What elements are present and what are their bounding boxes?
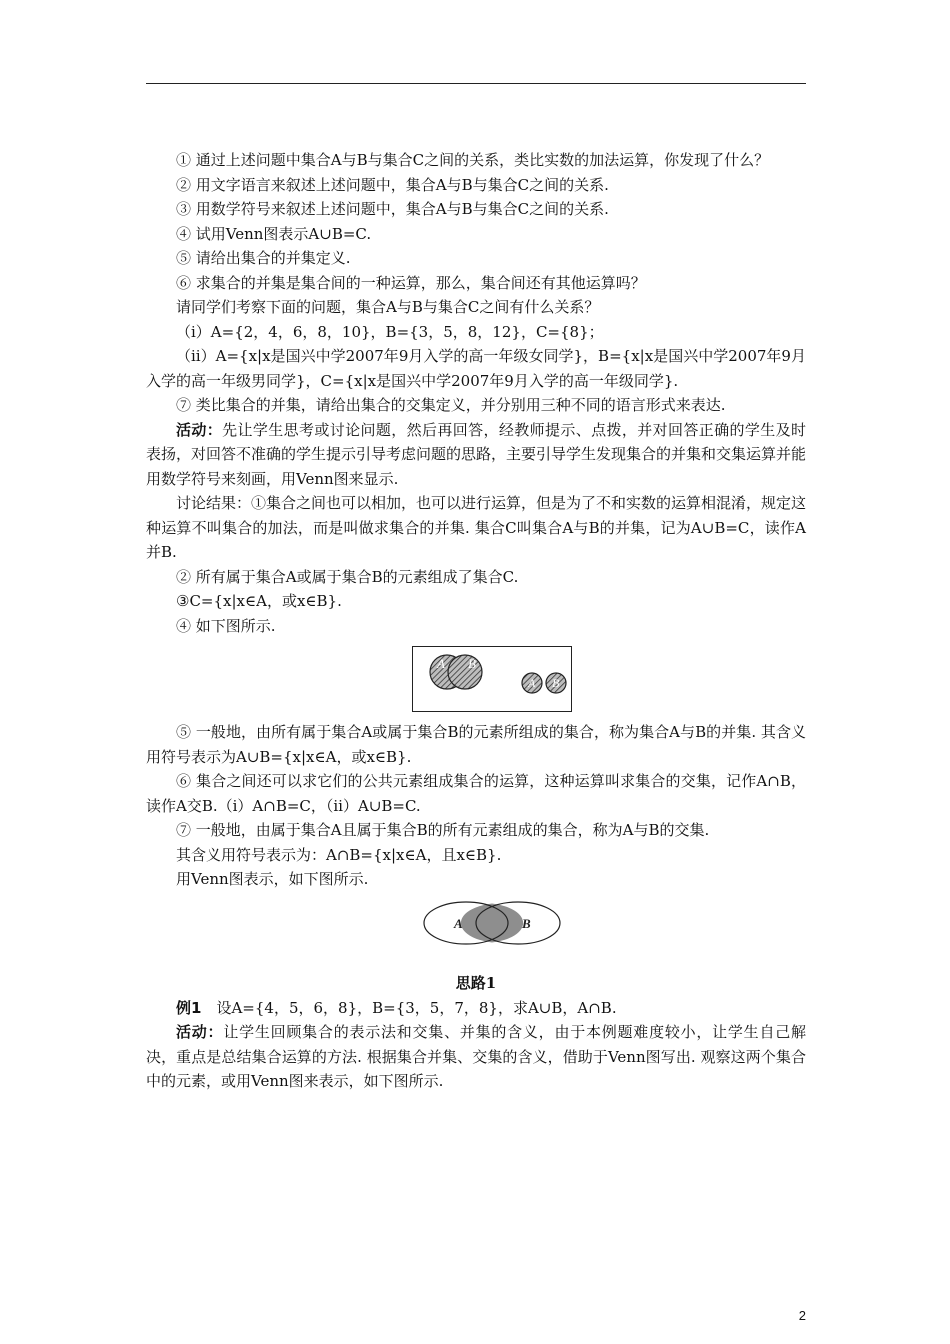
example-text: 设A={4，5，6，8}，B={3，5，7，8}，求A∪B，A∩B.	[216, 998, 617, 1017]
page-content	[146, 148, 806, 1094]
circle-a-label: A	[437, 656, 445, 671]
question-7: ⑦ 类比集合的并集，请给出集合的交集定义，并分别用三种不同的语言形式来表达.	[176, 396, 726, 414]
example-1	[146, 996, 806, 1021]
activity-2-label: 活动：	[176, 1023, 224, 1041]
union-venn-svg	[413, 647, 571, 711]
case-i: （ⅰ）A={2，4，6，8，10}，B={3，5，8，12}，C={8}；	[176, 322, 604, 341]
circle-b-label: B	[468, 656, 476, 671]
activity-2-text: 让学生回顾集合的表示法和交集、并集的含义，由于本例题难度较小，让学生自己解决，重点是总结集合运算的方法. 根据集合并集、交集的含义，借助于Venn图写出. 观察这两个集合中的元素，或用Venn图来表示，如下图所示.	[146, 1023, 806, 1090]
page-number: 2	[798, 1308, 806, 1323]
discussion-2: ② 所有属于集合A或属于集合B的元素组成了集合C.	[176, 567, 519, 586]
question-5: ⑤ 请给出集合的并集定义.	[176, 249, 351, 267]
question-2: ② 用文字语言来叙述上述问题中，集合A与B与集合C之间的关系.	[176, 175, 609, 194]
question-6: ⑥ 求集合的并集是集合间的一种运算，那么，集合间还有其他运算吗？	[176, 273, 646, 292]
case-ii: （ⅱ）A={x|x是国兴中学2007年9月入学的高一年级女同学}，B={x|x是国兴中学2007年9月入学的高一年级男同学}，C={x|x是国兴中学2007年9月入学的高一年级同学}.	[146, 347, 806, 390]
ellipse-a-label: A	[454, 915, 463, 931]
intersection-region	[461, 903, 523, 942]
discussion-1: 讨论结果：①集合之间也可以相加，也可以进行运算，但是为了不和实数的运算相混淆，规定这种运算不叫集合的加法，而是叫做求集合的并集. 集合C叫集合A与B的并集，记为A∪B=C，读作A并B.	[146, 494, 807, 561]
intersection-symbol: 其含义用符号表示为：A∩B={x|x∈A，且x∈B}.	[176, 845, 502, 864]
question-3: ③ 用数学符号来叙述上述问题中，集合A与B与集合C之间的关系.	[176, 200, 609, 218]
small-b-label: B	[552, 676, 560, 690]
circle-b	[448, 655, 482, 689]
activity-2-paragraph	[146, 1020, 806, 1094]
ellipse-b-label: B	[522, 915, 531, 931]
intersection-intro: ⑥ 集合之间还可以求它们的公共元素组成集合的运算，这种运算叫求集合的交集，记作A∩B，读作A交B.（ⅰ）A∩B=C，（ⅱ）A∪B=C.	[146, 772, 806, 815]
venn-intro: 用Venn图表示，如下图所示.	[176, 870, 369, 888]
activity-paragraph	[146, 418, 806, 492]
discussion-4: ④ 如下图所示.	[176, 616, 276, 635]
union-venn-figure	[412, 646, 572, 712]
union-definition: ⑤ 一般地，由所有属于集合A或属于集合B的元素所组成的集合，称为集合A与B的并集. 其含义用符号表示为A∪B={x|x∈A，或x∈B}.	[146, 723, 806, 766]
activity-text: 先让学生思考或讨论问题，然后再回答，经教师提示、点拨，并对回答正确的学生及时表扬，对回答不准确的学生提示引导考虑问题的思路，主要引导学生发现集合的并集和交集运算并能用数学符号来刻画，用Venn图来显示.	[146, 420, 807, 488]
small-a-label: A	[528, 676, 536, 690]
activity-label: 活动：	[176, 420, 223, 439]
intersection-venn-figure	[422, 900, 806, 954]
example-label: 例1	[176, 998, 202, 1017]
section-title: 思路1	[455, 974, 497, 992]
prompt-text: 请同学们考察下面的问题，集合A与B与集合C之间有什么关系？	[176, 298, 600, 316]
intersection-definition: ⑦ 一般地，由属于集合A且属于集合B的所有元素组成的集合，称为A与B的交集.	[176, 821, 710, 839]
question-1: ① 通过上述问题中集合A与B与集合C之间的关系，类比实数的加法运算，你发现了什么？	[176, 151, 770, 169]
header-rule	[146, 83, 806, 84]
question-4: ④ 试用Venn图表示A∪B=C.	[176, 224, 372, 243]
discussion-3: ③C={x|x∈A，或x∈B}.	[176, 592, 342, 610]
intersection-venn-svg	[422, 900, 562, 946]
